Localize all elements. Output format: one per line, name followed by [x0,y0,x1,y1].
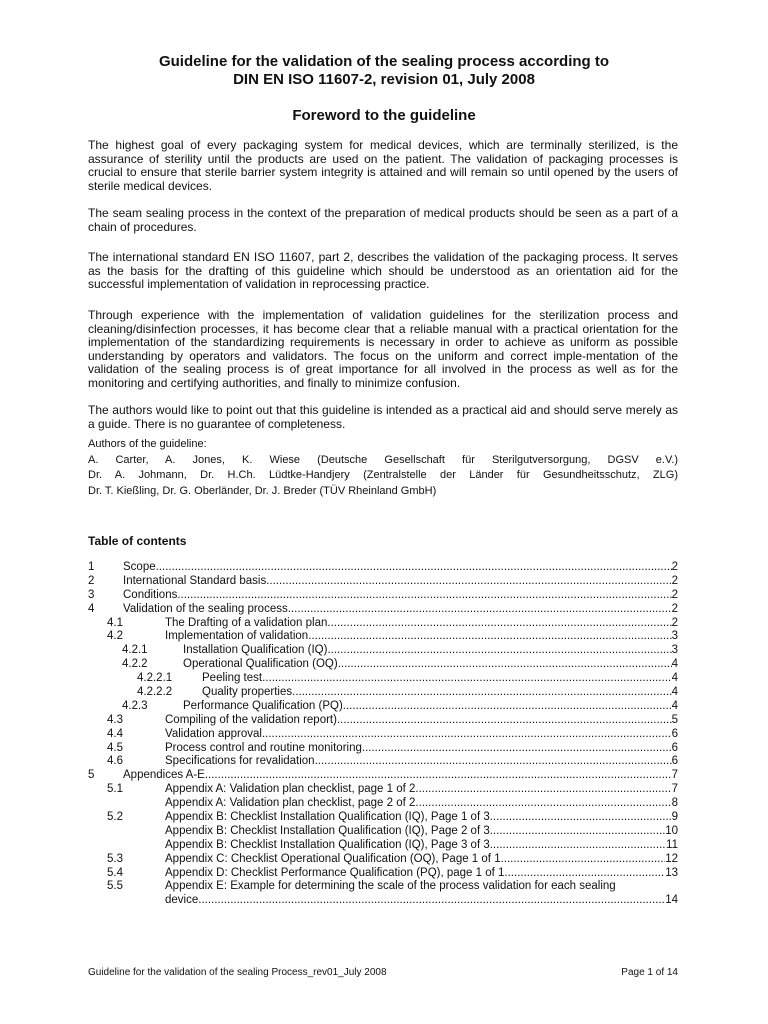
toc-page: 10 [665,824,678,837]
toc-number: 4.1 [107,616,123,629]
document-title [0,53,768,89]
page-number: Page 1 of 14 [621,967,678,978]
toc-title: Appendix A: Validation plan checklist, page 2 of 2 [165,797,416,810]
toc-page: 3 [671,630,678,643]
paragraph-text: The international standard EN ISO 11607, part 2, describes the validation of the packaging process. It serves as the basis for the drafting of this guideline which should be understood as an orientation aid for the successful implementation of validation in reprocessing practice. [88,250,678,292]
toc-number: 4.2.1 [122,644,148,657]
toc-page: 14 [665,894,678,907]
toc-heading: Table of contents [88,534,187,548]
toc-page: 7 [671,769,678,782]
toc-page: 2 [671,561,678,573]
toc-leader-dots [337,714,672,728]
toc-entry[interactable] [88,589,678,603]
toc-leader-dots [262,728,672,742]
toc-entry[interactable] [88,617,678,631]
toc-leader-dots [205,769,672,783]
toc-entry[interactable] [88,811,678,825]
toc-title: Appendix E: Example for determining the scale of the process validation for each sealing [165,880,616,893]
toc-title: Installation Qualification (IQ) [183,644,328,657]
paragraph-5 [88,404,678,431]
toc-title: Compiling of the validation report) [165,713,337,726]
author-line: Dr. T. Kießling, Dr. G. Oberländer, Dr. J. Breder (TÜV Rheinland GmbH) [88,484,437,497]
toc-leader-dots [362,742,672,756]
author-line: A. Carter, A. Jones, K. Wiese (Deutsche Gesellschaft für Sterilgutversorgung, DGSV e.V.) [88,453,678,466]
toc-leader-dots [504,867,665,881]
toc-entry[interactable] [88,894,678,908]
toc-page: 2 [671,602,678,615]
toc-leader-dots [327,644,671,658]
toc-leader-dots [490,839,666,853]
toc-title: Appendix B: Checklist Installation Qualification (IQ), Page 1 of 3 [165,811,490,824]
toc-entry[interactable] [88,603,678,617]
toc-leader-dots [292,686,671,700]
toc-page: 7 [671,783,678,796]
toc-title: Appendix C: Checklist Operational Qualification (OQ), Page 1 of 1 [165,852,501,865]
toc-page: 9 [671,811,678,824]
toc-title: Specifications for revalidation [165,755,315,768]
toc-number: 4.2.2.2 [137,686,173,699]
toc-leader-dots [490,811,672,825]
toc-number: 5.5 [107,880,123,893]
toc-leader-dots [415,783,671,797]
toc-title: Performance Qualification (PQ) [183,699,343,712]
toc-entry[interactable] [88,839,678,853]
toc-number: 4 [88,602,95,615]
toc-number: 5.1 [107,783,123,796]
toc-number: 4.2.2.1 [137,672,173,685]
toc-page: 2 [671,616,678,629]
toc-leader-dots [490,825,665,839]
toc-page: 4 [671,658,678,671]
table-of-contents [88,561,678,908]
paragraph-2 [88,207,678,234]
title-line-1: Guideline for the validation of the sealing process according to [158,53,610,70]
toc-page: 3 [671,644,678,657]
toc-entry[interactable] [88,686,678,700]
toc-number: 1 [88,561,95,573]
toc-entry[interactable] [88,783,678,797]
toc-number: 5.4 [107,866,123,879]
toc-entry[interactable] [88,742,678,756]
paragraph-text: The seam sealing process in the context of the preparation of medical products should be seen as a part of a chain of procedures. [88,206,678,234]
toc-number [88,797,165,811]
toc-page: 11 [666,838,678,851]
author-line: Dr. A. Johmann, Dr. H.Ch. Lüdtke-Handjery (Zentralstelle der Länder für Gesundheitsschutz, ZLG) [88,469,678,481]
toc-page: 2 [671,588,678,601]
toc-title: Appendix B: Checklist Installation Qualification (IQ), Page 3 of 3 [165,838,490,851]
toc-number [88,839,165,853]
toc-page: 4 [671,699,678,712]
toc-entry[interactable] [88,672,678,686]
foreword-heading: Foreword to the guideline [292,107,476,124]
toc-number [88,894,165,908]
toc-leader-dots [327,617,671,631]
toc-title: Conditions [123,588,178,601]
toc-title: Quality properties [202,686,293,699]
toc-entry[interactable] [88,853,678,867]
toc-title: Validation approval [165,727,262,740]
authors-block [88,437,678,499]
toc-entry[interactable] [88,755,678,769]
toc-title: Validation of the sealing process [123,602,288,615]
toc-title: Scope [123,561,156,573]
toc-leader-dots [262,672,671,686]
toc-leader-dots [308,630,671,644]
toc-page: 8 [671,797,678,810]
toc-number: 4.5 [107,741,123,754]
toc-title: Appendices A-E [123,769,205,782]
toc-page: 12 [665,852,678,865]
toc-title: Appendix B: Checklist Installation Qualification (IQ), Page 2 of 3 [165,824,490,837]
toc-page: 5 [671,713,678,726]
toc-number: 2 [88,574,95,587]
toc-page: 6 [671,727,678,740]
toc-page: 6 [671,741,678,754]
toc-number: 5.2 [107,811,123,824]
toc-number: 5.3 [107,852,123,865]
toc-leader-dots [156,561,672,575]
toc-page: 13 [665,866,678,879]
paragraph-1 [88,139,678,193]
toc-leader-dots [343,700,672,714]
paragraph-3 [88,251,678,292]
toc-page: 4 [671,672,678,685]
toc-number: 4.3 [107,713,123,726]
toc-leader-dots [415,797,671,811]
toc-title: Operational Qualification (OQ) [183,658,338,671]
toc-leader-dots [501,853,666,867]
toc-number: 4.2 [107,630,123,643]
toc-number: 4.2.2 [122,658,148,671]
toc-entry[interactable] [88,644,678,658]
toc-entry[interactable] [88,797,678,811]
toc-leader-dots [198,894,665,908]
toc-page: 4 [671,686,678,699]
toc-leader-dots [315,755,672,769]
toc-leader-dots [338,658,672,672]
toc-title: Appendix A: Validation plan checklist, page 1 of 2 [165,783,416,796]
toc-title: Implementation of validation [165,630,309,643]
toc-number: 4.2.3 [122,699,148,712]
toc-entry[interactable] [88,700,678,714]
paragraph-text: Through experience with the implementation of validation guidelines for the sterilization process and cleaning/disinfection processes, it has become clear that a reliable manual with a practical orientation for the implementation of the standardizing requirements is necessary in order to achieve as uniform as possible understanding by operators and validators. The focus on the uniform and correct imple-mentation of the validation of the sealing process is of great importance for all involved in the process as well as for the monitoring and certifying authorities, and finally to minimize confusion. [88,308,678,390]
toc-number [88,825,165,839]
paragraph-text: The authors would like to point out that this guideline is intended as a practical aid and should serve merely as a guide. There is no guarantee of completeness. [88,403,678,431]
toc-entry[interactable] [88,728,678,742]
toc-entry[interactable] [88,714,678,728]
authors-heading: Authors of the guideline: [88,438,207,450]
toc-title: The Drafting of a validation plan [165,616,328,629]
toc-entry[interactable] [88,769,678,783]
toc-number: 4.6 [107,755,123,768]
toc-title: Peeling test [202,672,263,685]
toc-title: Process control and routine monitoring [165,741,362,754]
footer-title: Guideline for the validation of the sealing Process_rev01_July 2008 [88,967,387,978]
toc-leader-dots [266,575,671,589]
toc-leader-dots [177,589,671,603]
toc-leader-dots [288,603,672,617]
toc-page: 6 [671,755,678,768]
toc-entry[interactable] [88,575,678,589]
page-footer [88,967,678,978]
toc-entry[interactable] [88,880,678,894]
toc-title: Appendix D: Checklist Performance Qualification (PQ), page 1 of 1 [165,866,505,879]
toc-number: 4.4 [107,727,123,740]
toc-title: International Standard basis [123,574,267,587]
toc-title: device [165,894,199,907]
toc-entry[interactable] [88,825,678,839]
paragraph-text: The highest goal of every packaging system for medical devices, which are terminally sterilized, is the assurance of sterility until the products are used on the patient. The validation of packaging processes is crucial to ensure that sterile barrier system integrity is attained and will remain so until opened by the users of sterile medical devices. [88,138,678,193]
toc-entry[interactable] [88,867,678,881]
toc-number: 3 [88,588,95,601]
paragraph-4 [88,309,678,391]
toc-number: 5 [88,769,95,782]
toc-entry[interactable] [88,561,678,575]
toc-entry[interactable] [88,658,678,672]
toc-page: 2 [671,574,678,587]
title-line-2: DIN EN ISO 11607-2, revision 01, July 2008 [233,71,535,88]
toc-entry[interactable] [88,630,678,644]
